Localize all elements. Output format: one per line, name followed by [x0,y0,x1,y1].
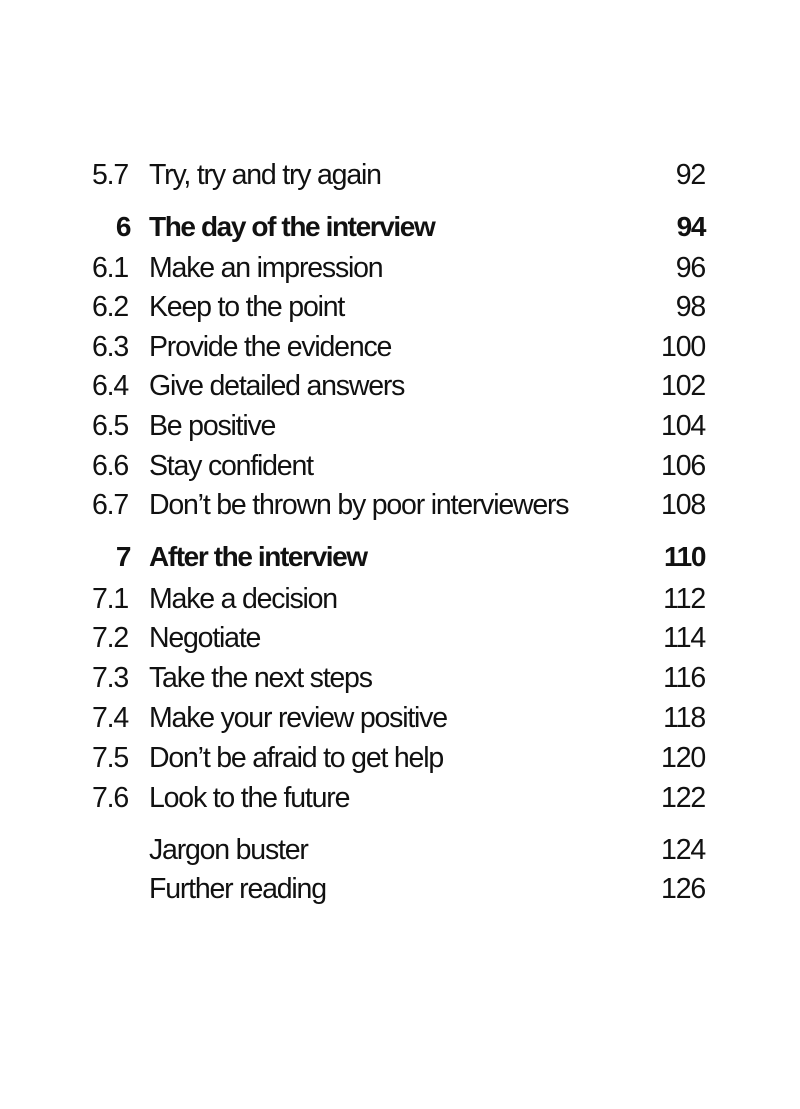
toc-chapter-entry [0,207,800,247]
section-number: 7.2 [91,622,128,654]
toc-entry [0,366,800,406]
page-number: 122 [661,782,705,814]
entry-title: Make an impression [149,252,383,284]
page-number: 112 [663,583,705,615]
toc-entry [0,327,800,367]
section-number: 7.4 [91,702,128,734]
section-number: 7.1 [91,583,128,615]
page-number: 116 [663,662,705,694]
entry-title: Make your review positive [149,702,447,734]
page-number: 114 [663,622,705,654]
section-number: 7.6 [91,782,128,814]
entry-title: Further reading [149,873,326,905]
page-number: 96 [675,252,705,284]
toc-entry [0,658,800,698]
page-number: 100 [661,331,705,363]
toc-entry [0,287,800,327]
page-number: 98 [675,291,705,323]
page-number: 94 [676,211,705,242]
page-number: 102 [661,370,705,402]
toc-entry [0,446,800,486]
toc-entry [0,738,800,778]
section-number: 5.7 [91,159,128,191]
entry-title: Provide the evidence [149,331,392,363]
toc-entry [0,618,800,658]
page-number: 120 [661,742,705,774]
page-number: 124 [661,834,705,866]
entry-title: Don’t be afraid to get help [149,742,443,774]
section-number: 7.5 [91,742,128,774]
chapter-title: After the interview [149,541,367,572]
chapter-number: 6 [115,211,130,242]
section-number: 6.5 [91,410,128,442]
entry-title: Look to the future [149,782,350,814]
page-number: 110 [664,541,705,572]
section-number: 6.6 [91,450,128,482]
toc-backmatter-entry [0,830,800,870]
entry-title: Keep to the point [149,291,345,323]
entry-title: Negotiate [149,622,261,654]
toc-entry [0,485,800,525]
section-number: 6.7 [91,489,128,521]
section-number: 6.1 [91,252,128,284]
entry-title: Try, try and try again [149,159,381,191]
page-number: 92 [675,159,705,191]
toc-entry [0,698,800,738]
entry-title: Take the next steps [149,662,372,694]
section-number: 6.2 [91,291,128,323]
toc-entry [0,778,800,818]
toc-entry [0,248,800,288]
chapter-number: 7 [115,541,130,572]
section-number: 6.3 [91,331,128,363]
section-number: 7.3 [91,662,128,694]
page-number: 108 [661,489,705,521]
entry-title: Don’t be thrown by poor interviewers [149,489,569,521]
entry-title: Jargon buster [149,834,308,866]
entry-title: Be positive [149,410,276,442]
entry-title: Stay confident [149,450,313,482]
page-number: 118 [663,702,705,734]
toc-backmatter-entry [0,869,800,909]
toc-chapter-entry [0,537,800,577]
toc-entry [0,579,800,619]
entry-title: Make a decision [149,583,337,615]
section-number: 6.4 [91,370,128,402]
toc-entry [0,155,800,195]
page-number: 104 [661,410,705,442]
toc-entry [0,406,800,446]
chapter-title: The day of the interview [149,211,435,242]
page-number: 126 [661,873,705,905]
entry-title: Give detailed answers [149,370,405,402]
page-number: 106 [661,450,705,482]
